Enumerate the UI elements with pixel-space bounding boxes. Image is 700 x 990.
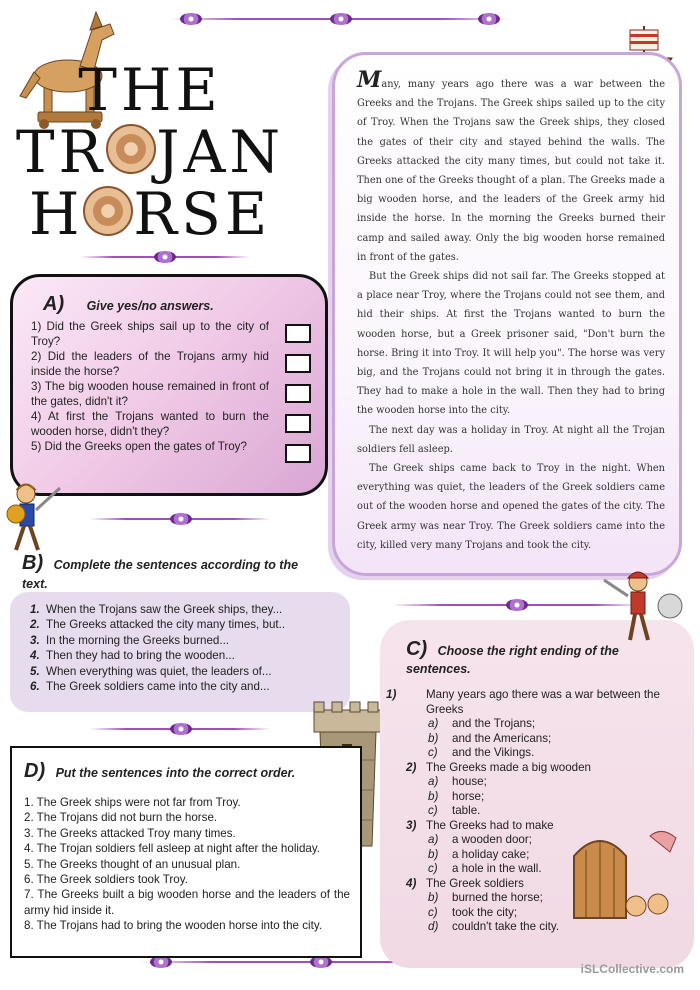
section-d-letter: D) (24, 760, 46, 782)
section-d-header (24, 760, 350, 783)
list-item: 3) The big wooden house remained in front of the gates, didn't it? (31, 380, 311, 409)
list-item: 6. The Greek soldiers came into the city and... (30, 680, 270, 694)
section-a-heading: Give yes/no answers. (86, 299, 214, 313)
answer-box[interactable] (285, 414, 311, 433)
section-d-order (10, 746, 362, 958)
option[interactable]: c) a hole in the wall. (428, 862, 542, 875)
list-item: 2) Did the leaders of the Trojans army hid inside the horse? (31, 350, 311, 379)
list-item: 3. In the morning the Greeks burned... (30, 633, 230, 647)
list-item: 1) Did the Greek ships sail up to the city of Troy? (31, 320, 311, 349)
answer-box[interactable] (285, 354, 311, 373)
soldier-icon (598, 566, 688, 646)
question: 4) The Greek soldiers (406, 876, 524, 890)
section-a-yes-no (10, 274, 328, 496)
shield-icon (83, 186, 133, 236)
option[interactable]: d) couldn't take the city. (428, 920, 560, 933)
question: 1) Many years ago there was a war between the Greeks (386, 688, 660, 716)
list-item: 7. The Greeks built a big wooden horse and the leaders of the army hid inside it. (24, 888, 350, 917)
list-item: 8. The Trojans had to bring the wooden horse into the city. (24, 919, 322, 933)
list-item: 4. Then they had to bring the wooden... (30, 649, 235, 663)
section-b-header (22, 552, 322, 593)
yes-no-list (31, 320, 311, 455)
list-item: 1. When the Trojans saw the Greek ships, they... (30, 603, 283, 616)
option[interactable]: b) burned the horse; (428, 891, 543, 904)
soldier-icon (6, 480, 66, 556)
section-c-letter: C) (406, 638, 428, 660)
question: 2) The Greeks made a big wooden (406, 760, 591, 774)
section-b-complete (10, 592, 350, 712)
answer-box[interactable] (285, 384, 311, 403)
story-paragraph: The next day was a holiday in Troy. At night all the Trojan soldiers fell asleep. (357, 424, 665, 455)
option[interactable]: b) horse; (428, 789, 485, 803)
option[interactable]: a) house; (428, 775, 487, 788)
shield-icon (106, 124, 156, 174)
title-trojan-end: JAN (156, 118, 285, 186)
option[interactable]: b) a holiday cake; (428, 847, 530, 861)
list-item: 3. The Greeks attacked Troy many times. (24, 826, 236, 840)
section-c-heading: Choose the right ending of the sentences. (406, 644, 619, 676)
list-item: 1. The Greek ships were not far from Troy. (24, 796, 241, 809)
list-item: 5) Did the Greeks open the gates of Troy? (31, 440, 311, 455)
gate-icon (566, 826, 686, 920)
section-a-letter: A) (43, 293, 65, 315)
section-d-heading: Put the sentences into the correct order. (55, 766, 296, 780)
option[interactable]: a) and the Trojans; (428, 717, 536, 730)
option[interactable]: c) table. (428, 804, 481, 817)
section-a-header (31, 293, 311, 316)
list-item: 4. The Trojan soldiers fell asleep at night after the holiday. (24, 842, 321, 856)
story-paragraph: But the Greek ships did not sail far. The Greeks stopped at a place near Troy, where the Trojans could not see them, and hid their ships. At first the Trojans wanted to burn the wooden horse, but a Greek prisoner said, "Don't burn the horse. Bring it into Troy. It will help you". The horse was very big, and the Trojans could not bring it in through the gates. They had to make a hole in the wall. Then they had to bring the wooden horse into the city. (357, 271, 665, 417)
watermark: iSLCollective.com (580, 962, 684, 976)
title-horse-end: RSE (133, 180, 272, 248)
list-item: 4) At first the Trojans wanted to burn the wooden horse, didn't they? (31, 410, 311, 439)
section-b-heading: Complete the sentences according to the text. (22, 558, 299, 591)
top-divider (170, 12, 510, 26)
question: 3) The Greeks had to make (406, 818, 554, 832)
title-trojan (0, 118, 300, 186)
list-item: 5. When everything was quiet, the leaders of... (30, 664, 272, 678)
option[interactable]: c) and the Vikings. (428, 746, 535, 759)
section-b-letter: B) (22, 552, 44, 574)
option[interactable]: b) and the Americans; (428, 731, 552, 745)
list-item: 2. The Greeks attacked the city many times, but.. (30, 618, 286, 632)
story-paragraph: Many, many years ago there was a war between the Greeks and the Trojans. The Greek ships sailed up to the city of Troy. When the Trojans saw the Greek ships, they closed the gates of their city and stayed behind the walls. The Greeks attacked the city many times, but could not take it. Then one of the Greeks thought of a plan. The Greeks made a big wooden horse, and the leaders of the Greek army hid inside the horse. In the morning the Greeks burned their camp and sailed away. Only the big wooden horse remained in front of the gates. (357, 67, 665, 263)
list-item: 6. The Greek soldiers took Troy. (24, 873, 188, 887)
divider-a-b (90, 512, 270, 526)
title-divider (80, 250, 250, 264)
drop-cap: M (357, 67, 382, 93)
answer-box[interactable] (285, 324, 311, 343)
list-item: 2. The Trojans did not burn the horse. (24, 811, 218, 825)
title-horse-start: H (28, 180, 84, 248)
divider-b-d (90, 722, 270, 736)
answer-box[interactable] (285, 444, 311, 463)
title-the: THE (78, 56, 222, 124)
list-item: 5. The Greeks thought of an unusual plan. (24, 857, 241, 871)
story-panel (332, 52, 682, 576)
option[interactable]: c) took the city; (428, 905, 518, 919)
option[interactable]: a) a wooden door; (428, 833, 532, 846)
title-trojan-start: TR (15, 118, 107, 186)
title-horse (0, 180, 300, 248)
story-paragraph: The Greek ships came back to Troy in the night. When everything was quiet, the leaders of the Greek soldiers came out of the wooden horse and opened the gates of the city. The Greek army was near Troy. The Greek soldiers came into the city, killed very many Trojans and took the city. (357, 463, 665, 551)
